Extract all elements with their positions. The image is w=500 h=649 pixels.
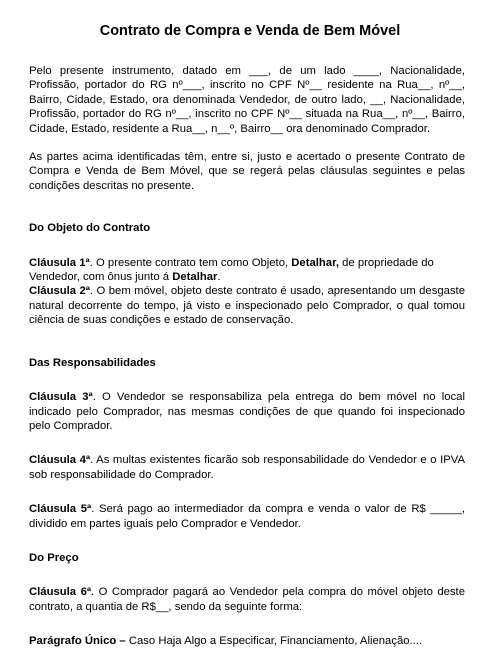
- clause-1: [29, 256, 465, 285]
- clause-5: [29, 502, 465, 531]
- clause-1-bold-detail-2: Detalhar: [172, 271, 218, 284]
- section-heading-objeto: Do Objeto do Contrato: [29, 222, 151, 235]
- section-heading-preco: Do Preço: [29, 551, 79, 564]
- agreement-paragraph: As partes acima identificadas têm, entre si, justo e acertado o presente Contrato de Compra e Venda de Bem Móvel, que se regerá pelas cláusulas seguintes e pelas condições descritas no presente.: [29, 151, 465, 192]
- clause-4-label: Cláusula 4ª: [29, 454, 91, 467]
- clause-1-bold-detail: Detalhar,: [291, 256, 339, 269]
- section-heading-responsabilidades: Das Responsabilidades: [29, 356, 156, 369]
- clause-5-text: . Será pago ao intermediador da compra e venda o valor de R$ _____, dividido em partes iguais pelo Comprador e Vendedor.: [29, 503, 465, 530]
- paragrafo-unico-label: Parágrafo Único –: [29, 635, 126, 648]
- document-title: Contrato de Compra e Venda de Bem Móvel: [99, 23, 401, 39]
- clause-2-label: Cláusula 2ª: [29, 285, 90, 298]
- clause-5-label: Cláusula 5ª: [29, 503, 92, 516]
- intro-paragraph: Pelo presente instrumento, datado em ___, de um lado ____, Nacionalidade, Profissão, portador do RG nº___, inscrito no CPF Nº__ residente na Rua__, nº__, Bairro, Cidade, Estado, ora denominada Vendedor, de outro lado, __, Nacionalidade, Profissão, portador do RG nº__, inscrito no CPF Nº__ situada na Rua__, nº__, Bairro, Cidade, Estado, residente a Rua__, n__º, Bairro__ ora denominado Comprador.: [29, 65, 465, 135]
- clause-2: [29, 284, 465, 327]
- clause-3: [29, 390, 465, 433]
- clause-4: [29, 453, 465, 482]
- paragrafo-unico-text: Caso Haja Algo a Especificar, Financiamento, Alienação....: [125, 635, 423, 648]
- clause-1-text-a: . O presente contrato tem como Objeto,: [89, 256, 292, 269]
- clause-3-text: . O Vendedor se responsabiliza pela entrega do bem móvel no local indicado pelo Comprador, nas mesmas condições de que quando foi inspecionado pelo Comprador.: [29, 391, 465, 432]
- clause-2-text: . O bem móvel, objeto deste contrato é usado, apresentando um desgaste natural decorrente do tempo, já visto e inspecionado pelo Comprador, o qual tomou ciência de suas condições e estado de conservação.: [29, 285, 465, 327]
- clause-1-label: Cláusula 1ª: [29, 256, 90, 269]
- clause-1-text-b: de propriedade do Vendedor, com ônus junto á: [29, 256, 434, 284]
- clause-1-text-c: .: [217, 271, 221, 284]
- clause-6-text: . O Comprador pagará ao Vendedor pela compra do móvel objeto deste contrato, a quantia de R$__, sendo da seguinte forma:: [29, 586, 465, 613]
- clause-3-label: Cláusula 3ª: [29, 391, 93, 404]
- clause-4-text: . As multas existentes ficarão sob responsabilidade do Vendedor e o IPVA sob responsabilidade do Comprador.: [29, 454, 465, 481]
- paragrafo-unico: [29, 634, 465, 648]
- contract-body: [29, 64, 465, 649]
- clause-6-label: Cláusula 6ª: [29, 586, 92, 599]
